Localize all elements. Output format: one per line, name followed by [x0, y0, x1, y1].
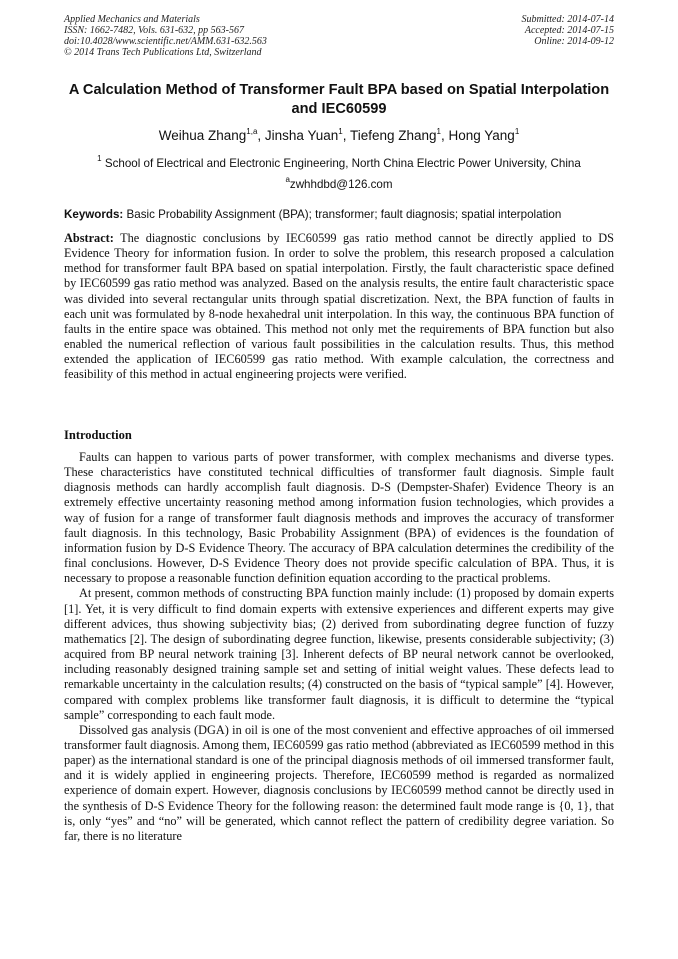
author-name: Hong Yang	[448, 128, 515, 143]
dates-header	[522, 14, 615, 47]
paragraph: Dissolved gas analysis (DGA) in oil is one of the most convenient and effective approaches of oil immersed transformer fault diagnosis. Among them, IEC60599 gas ratio method (abbreviated as IEC60599 method in this paper) as the international standard is one of the principal diagnosis methods of oil immersed transformer fault, and it is widely applied in engineering projects. Therefore, IEC60599 method is regarded as normalized experience of domain expert. However, diagnosis conclusions by IEC60599 method cannot be directly used in the synthesis of D-S Evidence Theory for the following reason: the determined fault mode range is {0, 1}, that is, only “yes” and “no” will be generated, which cannot reflect the pattern of credibility degree variation. So far, there is no literature	[64, 722, 614, 843]
paper-title: A Calculation Method of Transformer Fault BPA based on Spatial Interpolation and IEC60599	[68, 82, 610, 117]
author-sup: 1	[338, 127, 343, 136]
abstract-label: Abstract:	[64, 231, 114, 245]
paragraph: Faults can happen to various parts of power transformer, with complex mechanisms and diverse types. These characteristics have constituted technical difficulties of transformer fault diagnosis. Simple fault diagnosis methods can hardly accomplish fault diagnosis. D-S (Dempster-Shafer) Evidence Theory is an extremely effective uncertainty reasoning method among information fusion technologies, which provides a way of fusion for a range of transformer fault diagnosis methods and improves the accuracy of transformer fault diagnosis. In this technology, Basic Probability Assignment (BPA) of evidences is the foundation of information fusion by D-S Evidence Theory. The accuracy of BPA calculation determines the credibility of the final conclusions. However, D-S Evidence Theory does not provide specific calculation of BPA. Thus, it is necessary to propose a reasonable function definition equation according to the practical problems.	[64, 450, 614, 586]
keywords-line	[64, 208, 624, 222]
email-sup: a	[285, 175, 290, 184]
introduction-body	[64, 450, 614, 844]
submitted-date: Submitted: 2014-07-14	[521, 14, 614, 25]
author-email	[64, 175, 614, 192]
abstract	[64, 231, 614, 383]
online-date: Online: 2014-09-12	[534, 36, 614, 47]
author-sup: 1	[514, 127, 520, 136]
journal-name: Applied Mechanics and Materials	[64, 14, 200, 25]
keywords-text: Basic Probability Assignment (BPA); transformer; fault diagnosis; spatial interpolation	[126, 208, 562, 221]
author-list: Weihua Zhang$^{1,a}$, Jinsha Yuan$^1$, Tiefeng Zhang$^1$, Hong Yang$^1$	[158, 127, 520, 143]
affiliation-text: School of Electrical and Electronic Engineering, North China Electric Power University, China	[104, 157, 581, 170]
author-name: Weihua Zhang	[158, 128, 247, 143]
abstract-text: The diagnostic conclusions by IEC60599 gas ratio method cannot be directly applied to DS Evidence Theory for information fusion. In order to solve the problem, this research proposed a calculation method for transformer fault BPA based on spatial interpolation. Firstly, the fault characteristic space defined by IEC60599 gas ratio method was analyzed. Based on the analysis results, the entire fault characteristic space was divided into several rectangular units through spatial discretization. Next, the BPA function of faults in each unit was formulated by 8-node hexahedral unit interpolation. In this way, the continuous BPA function of faults in the entire space was obtained. This method not only met the requirements of BPA function but also enabled the numerical reflection of various fault possibilities in the calculation results. Thus, this method extended the application of IEC60599 gas ratio method. With example calculation, the correctness and feasibility of this method in actual engineering projects were verified.	[64, 231, 614, 382]
issn-line: ISSN: 1662-7482, Vols. 631-632, pp 563-567	[64, 25, 244, 36]
section-heading-introduction: Introduction	[64, 428, 132, 442]
affiliation	[64, 154, 614, 171]
keywords-label: Keywords:	[64, 208, 124, 221]
paragraph: At present, common methods of constructing BPA function mainly include: (1) proposed by domain experts [1]. Yet, it is very difficult to find domain experts with extensive experiences and different experts may give different advices, thus showing subjectivity bias; (2) derived from subordinating degree function of fuzzy mathematics [2]. The design of subordinating degree function, likewise, presents considerable subjectivity; (3) acquired from BP neural network training [3]. Inherent defects of BP neural network cannot be overlooked, including reasonably designed training sample set and setting of initial weight values. These defects lead to remarkable uncertainty in the calculation results; (4) constructed on the basis of “typical sample” [4]. However, compared with complex problems like transformer fault diagnosis, it is difficult to determine the “typical sample” corresponding to each fault mode.	[64, 586, 614, 722]
copyright-line: © 2014 Trans Tech Publications Ltd, Switzerland	[64, 47, 262, 58]
author-name: Jinsha Yuan	[264, 128, 339, 143]
affiliation-sup: 1	[97, 154, 102, 163]
email-link[interactable]: zwhhdbd@126.com	[289, 178, 393, 191]
doi-line: doi:10.4028/www.scientific.net/AMM.631-632.563	[64, 36, 267, 47]
author-name: Tiefeng Zhang	[349, 128, 437, 143]
accepted-date: Accepted: 2014-07-15	[524, 25, 614, 36]
author-sup: 1	[436, 127, 441, 136]
author-sup: 1,a	[246, 127, 258, 136]
journal-info-header	[64, 14, 267, 58]
